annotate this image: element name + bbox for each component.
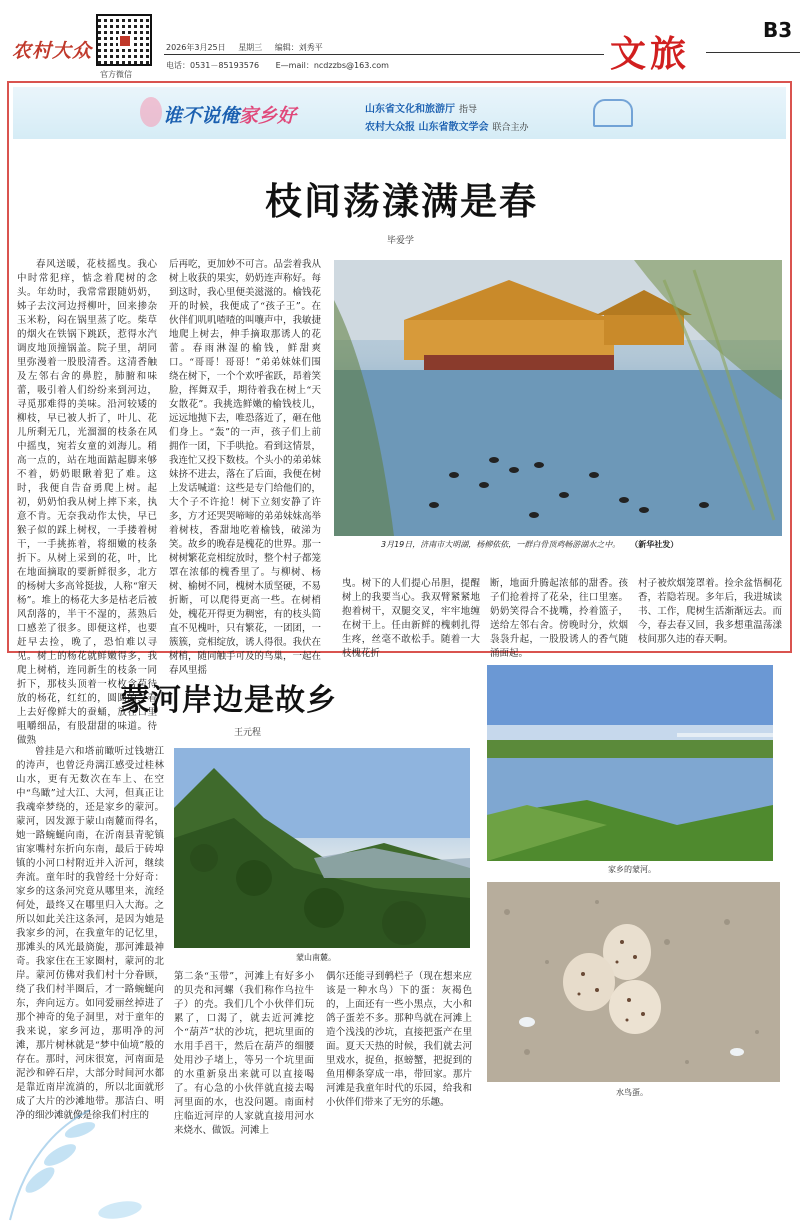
article2-column-3: 偶尔还能寻到鹌栏子（现在想来应该是一种水鸟）下的蛋：灰褐色的，上面还有一些小黑点，大小和鸽子蛋差不多。那种鸟就在河滩上造个浅浅的沙坑，直接把蛋产在里面。夏天天热的时候，我们就去河里戏水，捉鱼，抠螃蟹，把捉到的鱼用柳条穿成一串，带回家。那片河滩是我童年时代的乐园，给我和小伙伴们带来了无穷的乐趣。: [326, 971, 472, 1108]
section-title: 文旅: [610, 34, 691, 75]
article1-column-4: 断，地面升腾起浓郁的甜香。孩子们抢着捋了花朵，往口里塞。奶奶笑得合不拢嘴，拎着篮子，送给左邻右舍。傍晚时分，炊烟袅袅升起，一股股诱人的香气随涌面起。: [490, 578, 628, 659]
article2-column-2: 第二条“玉带”，河滩上有好多小的贝壳和河螺（我们称作乌拉牛子）的壳。我们几个小伙伴们玩累了，口渴了，就去近河滩挖个“葫芦”状的沙坑，把坑里面的水用手舀干，然后在葫芦的细腰处用沙子堵上，等另一个坑里面的水重新泉出来就可以直接喝了。有心急的小伙伴就直接去喝河里面的水，也没问题。南面村庄临近河岸的人家就直接用河水来烧水、做饭。河滩上: [174, 971, 314, 1136]
banner-slogan: 谁不说俺家乡好: [163, 105, 297, 127]
mountain-photo-caption: 蒙山南麓。: [296, 953, 336, 962]
flower-icon: [140, 97, 162, 127]
qr-caption: 官方微信: [100, 70, 132, 79]
qr-code-icon: [96, 14, 152, 66]
bird-eggs-photo-caption: 水鸟蛋。: [616, 1088, 648, 1097]
article2-author: 王元程: [234, 728, 262, 738]
masthead: [6, 8, 801, 79]
banner-host-org: 农村大众报 山东省散文学会 联合主办: [365, 122, 529, 133]
bird-eggs-photo: [487, 882, 780, 1082]
issue-info: [166, 42, 333, 53]
issue-date: 2026年3月25日: [166, 43, 226, 52]
article1-column-2: 后再吃，更加妙不可言。品尝着我从树上收获的果实，奶奶连声称好。每到这时，我心里便美滋滋的。榆钱花开的时候，我便成了“孩子王”。在伙伴们叽叽喳喳的叫嚷声中，我敏捷地爬上树去，伸手摘取那诱人的花蕾。春雨淋湿的榆钱，鲜甜爽口。“哥哥！哥哥！”弟弟妹妹们围绕在树下，一个个欢呼雀跃，昂着笑脸，挥舞双手，期待着我在树上“天女散花”。我挑选鲜嫩的榆钱枝儿，远远地抛下去，唯恐落近了，砸在他们身上。“轰”的一声，孩子们上前拥作一团，下手哄抢。看到这情景，我连忙又投下数枝。个头小的弟弟妹妹挤不进去，落在了后面，我便在树上发话喊道：这些是专门给他们的，大个子不许抢！树下立刻安静了许多，方才还哭哭啼啼的弟弟妹妹高举着树枝，香甜地吃着榆钱，破涕为笑。故乡的晚春是槐花的世界。那一树树繁花竞相绽放时，整个村子都笼罩在浓郁的槐香里了。与柳树、杨树、榆树不同，槐树木质坚硬，不易折断，可以爬得更高一些。在树梢处，槐花开得更为稠密，有的枝头简直不见槐叶，只有繁花，一团团，一簇簇，竞相绽放，诱人得很。我伏在树梢，随同触手可及的鸟巢，一起在春风里摇: [169, 259, 322, 676]
article1-column-3: 曳。树下的人们提心吊胆，提醒树上的我要当心。我双臂紧紧地抱着树干，双腿交叉，牢牢地缠在树干上。任由新鲜的槐刺扎得生疼，丝毫不敢松手。随着一大枝槐花折: [342, 578, 480, 659]
header-rule-right: [706, 52, 800, 53]
contact-info: [166, 60, 403, 71]
banner-guide-org: 山东省文化和旅游厅 指导: [365, 104, 478, 115]
river-photo: [487, 665, 773, 861]
lake-photo-caption: 3月19日，济南市大明湖，杨柳依依，一群白骨顶鸡畅游湖水之中。 （新华社发）: [381, 540, 679, 549]
article1-column-5: 村子被炊烟笼罩着。捡余盆悟桐花香，若隐若现。多年后，我进城读书、工作，爬树生活渐渐远去。而今，春去春又回，我多想重温荡漾枝间那久违的春天啊。: [638, 578, 782, 645]
page-number: B3: [763, 18, 793, 42]
river-photo-caption: 家乡的蒙河。: [608, 865, 656, 874]
newspaper-logo: 农村大众: [12, 40, 93, 62]
mountain-photo: [174, 748, 470, 948]
header-rule: [164, 54, 604, 55]
editor: 编辑：刘秀平: [274, 43, 323, 52]
article2-column-1: 曾挂是六和塔前瞰听过钱塘江的涛声，也曾泛舟漓江感受过桂林山水，更有无数次在车上、在空中“鸟瞰”过大江、大河，但真正让我魂牵梦绕的，还是家乡的蒙河。蒙河，因发源于蒙山南麓而得名，她一路蜿蜒向南，在沂南县青驼镇宙家嘴村东折向东南，最后于砖埠镇的小河口村附近并入沂河，继续奔流。童年时的我曾经十分好奇：家乡的这条河究竟从哪里来，流经何处，最终又在哪里归入大海。之所以如此关注这条河，是因为她是我家乡的河，在我童年的记忆里，那滩头的风光最旖旎，那河滩最神奇。我家住在王家圈村，蒙河的北岸。蒙河仿佛对我们村十分眷顾，绕了我们村半圈后，才一路蜿蜒向东，奔向远方。如同爱丽丝掉进了那个神奇的兔子洞里，对于童年的我来说，家乡河边，那明净的河滩，那片树林就是“梦中仙境”般的存在。那时，河床很宽，河南面是泥沙和碎石岸，大部分时间河水都是靠近南岸流淌的，所以北面就形成了大片的沙滩地带。那洁白、明净的细沙滩就像是徐我们村庄的: [16, 746, 164, 1121]
issue-weekday: 星期三: [238, 43, 263, 52]
lake-photo: [334, 260, 782, 536]
article2-title: 蒙河岸边是故乡: [120, 683, 337, 718]
article1-title: 枝间荡漾满是春: [265, 180, 538, 223]
leaf-decoration-icon: [0, 1100, 200, 1225]
phone: 电话：0531－85193576: [166, 61, 260, 70]
pavilion-icon: [593, 99, 633, 127]
article1-column-1: 春风送暖，花枝摇曳。我心中时常犯痒，惦念着爬树的念头。年幼时，我常常跟随奶奶，姊子去汶河边捋柳叶，回来掺杂玉米粉，闷在锅里蒸了吃。柴草的烟火在铁锅下跳跃，惹得水汽调皮地顶撞锅盖。院子里，胡同里弥漫着一股股清香。这清香触及左邻右舍的鼻腔，肺腑和味蕾，吸引着人们纷纷来到河边，寻觅那难得的美味。沿河较矮的柳枝，早已被人折了，叶儿、花儿所剩无几，光溜溜的枝条在风中摇曳，宛若女童的刘海儿。稍高一点的，站在地面踮起脚来够不着，奶奶眼瞅着犯了难。这时，我便自告奋勇爬上树。起初，奶奶怕我从树上摔下来，执意不肯。无奈我动作太快，早已猴子似的踩上树杈，一手搂着树干，一手挑拣着，将细嫩的枝条折下。从树上采到的花，叶，比在地面摘取的要新鲜很多，北方的杨树大多高耸挺拔，人称“窜天杨”。堆上的杨花大多是枯老后被风刮落的，半干不湿的，蒸熟后口感差了很多。即便这样，也要赶早去捡，晚了，恐怕难以寻见。树上的杨花就鲜嫩得多，我爬上树梢，连同新生的枝条一同折下，那枝头顶着一枚枚含苞待放的杨花，红红的，圆圆的，看上去好像鲜大的蚕蛹，放在口里咀嚼细品，有股甜甜的味道。待做熟: [17, 259, 157, 746]
email: E—mail：ncdzzbs@163.com: [275, 61, 389, 70]
column-banner: [13, 87, 786, 139]
article1-author: 毕爱学: [387, 236, 415, 246]
